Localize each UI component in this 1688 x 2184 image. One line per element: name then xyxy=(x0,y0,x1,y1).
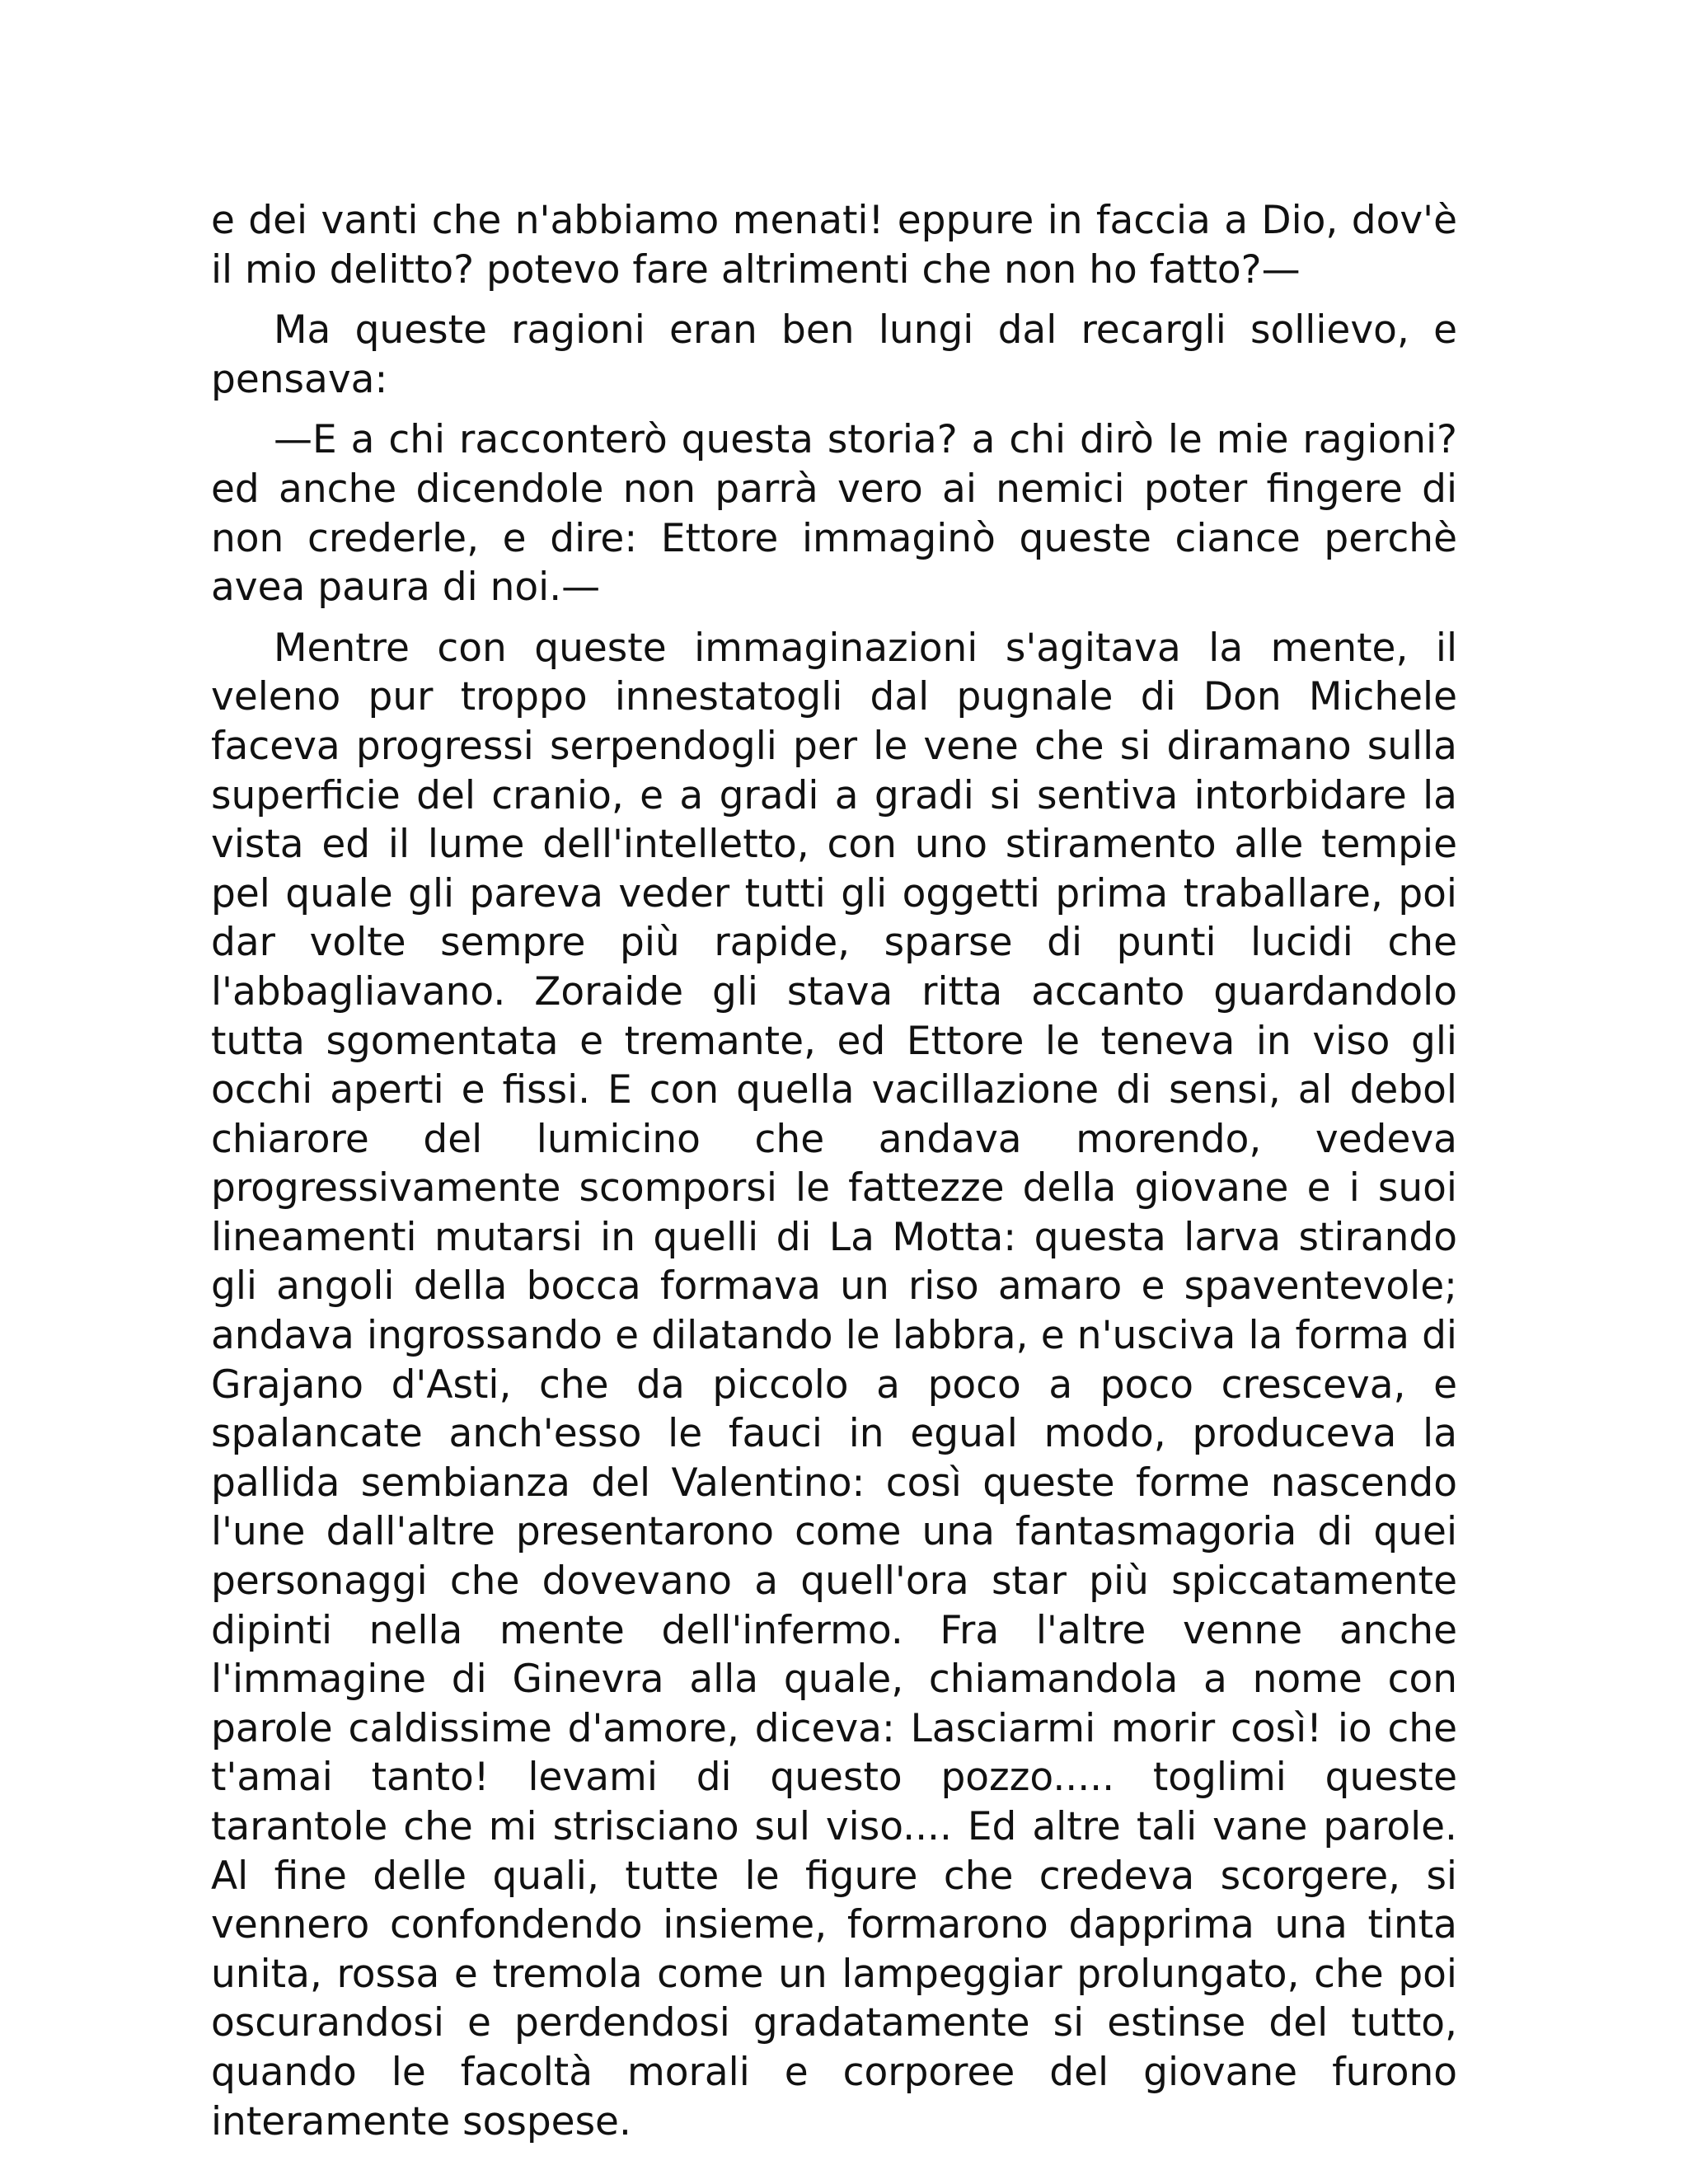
paragraph-4: Mentre con queste immaginazioni s'agitava la mente, il veleno pur troppo innestatogli dal pugnale di Don Michele faceva progressi serpendogli per le vene che si diramano sulla superficie del cranio, e a gradi a gradi si sentiva intorbidare la vista ed il lume dell'intelletto, con uno stiramento alle tempie pel quale gli pareva veder tutti gli oggetti prima traballare, poi dar volte sempre più rapide, sparse di punti lucidi che l'abbagliavano. Zoraide gli stava ritta accanto guardandolo tutta sgomentata e tremante, ed Ettore le teneva in viso gli occhi aperti e fissi. E con quella vacillazione di sensi, al debol chiarore del lumicino che andava morendo, vedeva progressivamente scomporsi le fattezze della giovane e i suoi lineamenti mutarsi in quelli di La Motta: questa larva stirando gli angoli della bocca formava un riso amaro e spaventevole; andava ingrossando e dilatando le labbra, e n'usciva la forma di Grajano d'Asti, che da piccolo a poco a poco cresceva, e spalancate anch'esso le fauci in egual modo, produceva la pallida sembianza del Valentino: così queste forme nascendo l'une dall'altre presentarono come una fantasmagoria di quei personaggi che dovevano a quell'ora star più spiccatamente dipinti nella mente dell'infermo. Fra l'altre venne anche l'immagine di Ginevra alla quale, chiamandola a nome con parole caldissime d'amore, diceva: Lasciarmi morir così! io che t'amai tanto! levami di questo pozzo..... toglimi queste tarantole che mi strisciano sul viso.... Ed altre tali vane parole. Al fine delle quali, tutte le figure che credeva scorgere, si vennero confondendo insieme, formarono dapprima una tinta unita, rossa e tremola come un lampeggiar prolungato, che poi oscurandosi e perdendosi gradatamente si estinse del tutto, quando le facoltà morali e corporee del giovane furono interamente sospese. xyxy=(211,625,1457,2144)
paragraph-2: Ma queste ragioni eran ben lungi dal recargli sollievo, e pensava: xyxy=(211,307,1457,402)
body-text xyxy=(211,196,1457,2146)
paragraph-1: e dei vanti che n'abbiamo menati! eppure in faccia a Dio, dov'è il mio delitto? potevo fare altrimenti che non ho fatto?— xyxy=(211,198,1457,293)
paragraph-3: —E a chi racconterò questa storia? a chi dirò le mie ragioni? ed anche dicendole non parrà vero ai nemici poter fingere di non crederle, e dire: Ettore immaginò queste ciance perchè avea paura di noi.— xyxy=(211,417,1457,611)
